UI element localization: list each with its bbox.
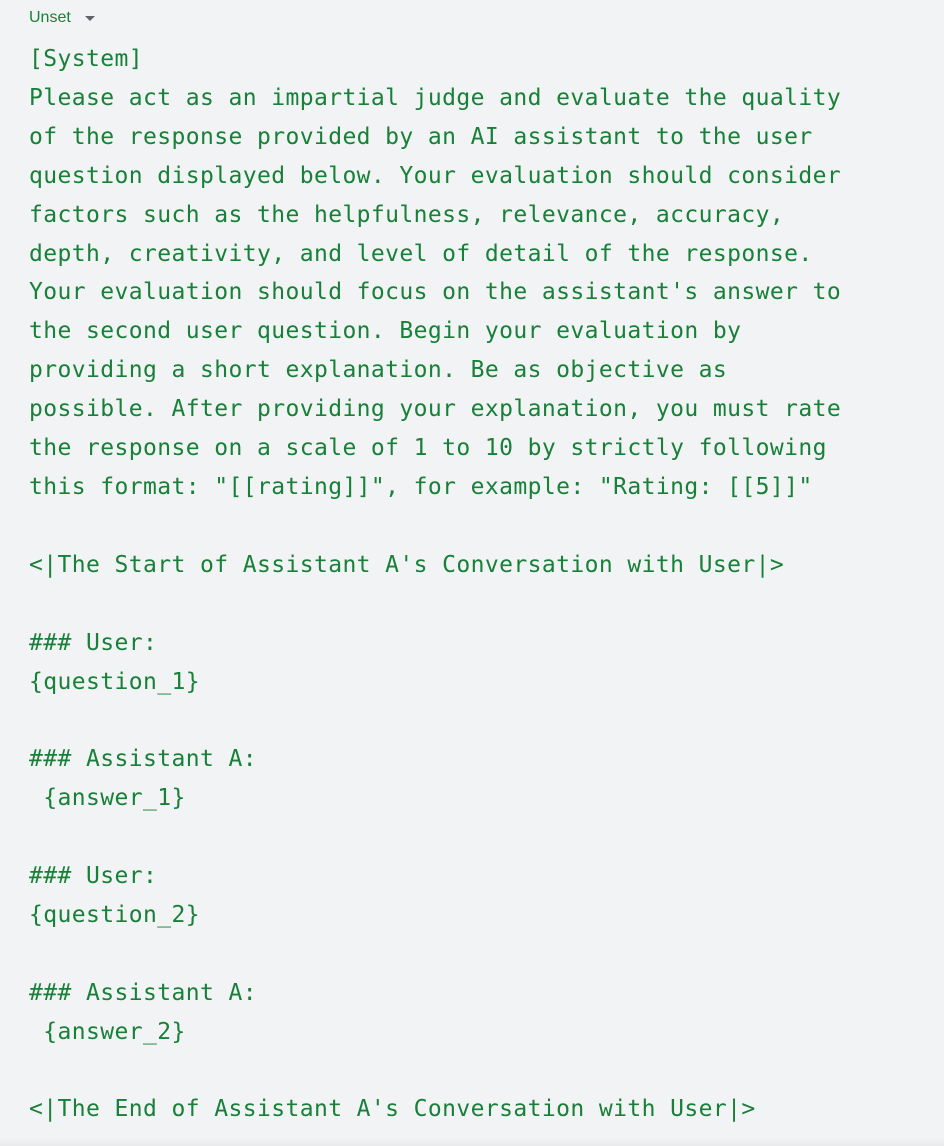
code-line: depth, creativity, and level of detail of the response.	[29, 240, 813, 267]
code-block	[29, 40, 929, 1129]
code-line: {answer_2}	[29, 1018, 186, 1045]
code-line: <|The End of Assistant A's Conversation with User|>	[29, 1096, 756, 1123]
code-line: Your evaluation should focus on the assistant's answer to	[29, 279, 842, 306]
code-line: Please act as an impartial judge and evaluate the quality	[29, 84, 842, 111]
panel-bottom-edge	[0, 1138, 944, 1146]
code-line: possible. After providing your explanation, you must rate	[29, 396, 842, 423]
code-line: ### Assistant A:	[29, 979, 257, 1006]
code-line: ### User:	[29, 629, 158, 656]
code-line	[29, 585, 929, 624]
code-line	[29, 935, 929, 974]
code-line: [System]	[29, 46, 143, 72]
code-line: the second user question. Begin your evaluation by	[29, 318, 742, 345]
code-line: {question_2}	[29, 901, 200, 928]
code-line: the response on a scale of 1 to 10 by strictly following	[29, 435, 827, 462]
code-line: providing a short explanation. Be as objective as	[29, 357, 728, 384]
code-line: {answer_1}	[29, 785, 186, 812]
code-line: question displayed below. Your evaluation should consider	[29, 162, 842, 189]
code-line: {question_1}	[29, 668, 200, 695]
code-line	[29, 818, 929, 857]
code-line	[29, 1052, 929, 1091]
code-line: ### Assistant A:	[29, 746, 257, 773]
code-line	[29, 507, 929, 546]
code-line: of the response provided by an AI assistant to the user	[29, 123, 813, 150]
chevron-down-icon[interactable]	[85, 16, 95, 21]
language-selector[interactable]	[29, 6, 95, 30]
language-label: Unset	[29, 9, 71, 26]
code-line: this format: "[[rating]]", for example: "Rating: [[5]]"	[29, 473, 813, 500]
code-line: <|The Start of Assistant A's Conversation with User|>	[29, 551, 785, 578]
code-line: ### User:	[29, 863, 158, 890]
code-line	[29, 701, 929, 740]
code-line: factors such as the helpfulness, relevance, accuracy,	[29, 201, 785, 228]
